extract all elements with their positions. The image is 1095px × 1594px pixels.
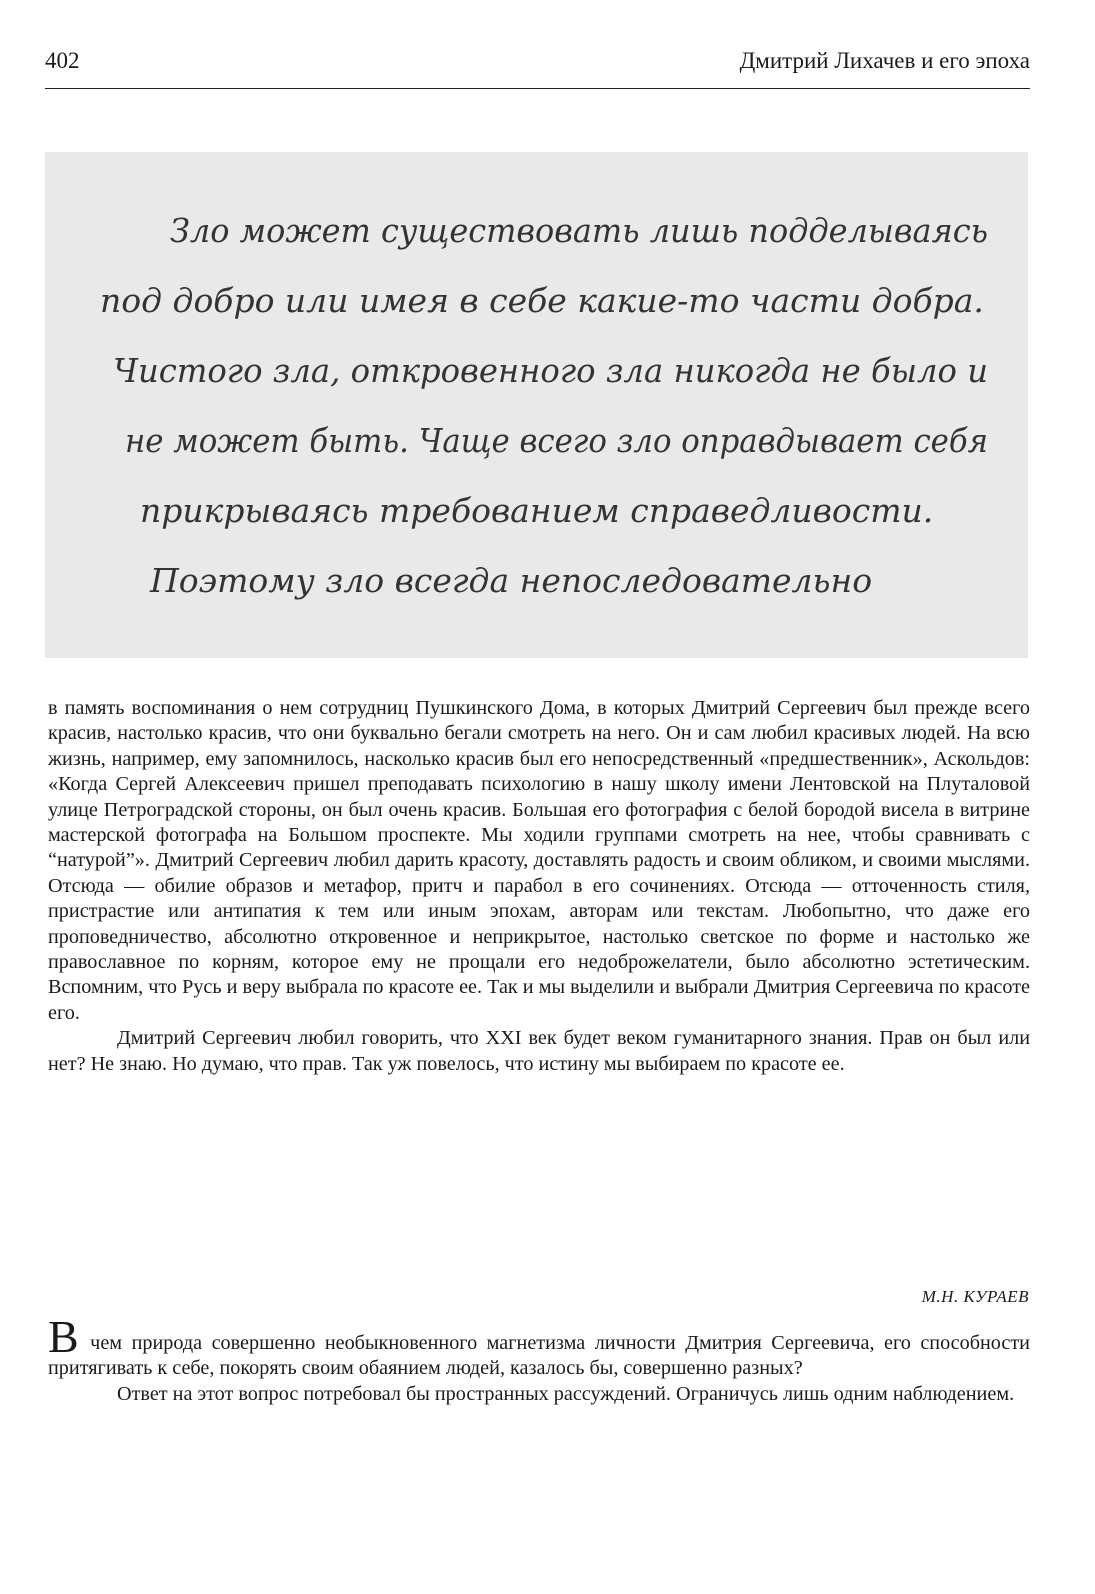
paragraph-with-drop-cap xyxy=(48,1311,1030,1382)
page-header xyxy=(45,48,1030,89)
manuscript-line: не может быть. Чаще всего зло оправдывает себя xyxy=(125,421,988,460)
manuscript-line: Чистого зла, откровенного зла никогда не было и xyxy=(113,351,988,390)
paragraph: Ответ на этот вопрос потребовал бы пространных рассуждений. Ограничусь лишь одним наблюдением. xyxy=(117,1382,1015,1405)
author-signature: М.Н. КУРАЕВ xyxy=(921,1287,1029,1306)
paragraph: Дмитрий Сергеевич любил говорить, что XXI век будет веком гуманитарного знания. Прав он был или нет? Не знаю. Но думаю, что прав. Так уж повелось, что истину мы выбираем по красоте ее. xyxy=(48,1027,1030,1075)
drop-cap: В xyxy=(48,1311,79,1362)
manuscript-line: под добро или имея в себе какие-то части добра. xyxy=(100,281,984,320)
article-body xyxy=(48,696,1030,1077)
article-body-second xyxy=(48,1311,1030,1407)
running-title: Дмитрий Лихачев и его эпоха xyxy=(739,48,1030,73)
manuscript-line: Поэтому зло всегда непоследовательно xyxy=(150,561,873,600)
paragraph-text: чем природа совершенно необыкновенного магнетизма личности Дмитрия Сергеевича, его способности притягивать к себе, покорять своим обаянием людей, казалось бы, совершенно разных? xyxy=(48,1332,1030,1380)
page-number: 402 xyxy=(45,48,80,73)
manuscript-line: прикрываясь требованием справедливости. xyxy=(140,491,934,530)
manuscript-line: Зло может существовать лишь подделываясь xyxy=(170,211,988,250)
handwritten-manuscript-image xyxy=(45,152,1028,658)
paragraph: в память воспоминания о нем сотрудниц Пушкинского Дома, в которых Дмитрий Сергеевич был прежде всего красив, настолько красив, что они буквально бегали смотреть на него. Он и сам любил красивых людей. На всю жизнь, например, ему запомнилось, насколько красив был его непосредственный «предшественник», Аскольдов: «Когда Сергей Алексеевич пришел преподавать психологию в нашу школу имени Лентовской на Плуталовой улице Петроградской стороны, он был очень красив. Большая его фотография с белой бородой висела в витрине мастерской фотографа на Большом проспекте. Мы ходили группами смотреть на нее, чтобы сравнивать с “натурой”». Дмитрий Сергеевич любил дарить красоту, доставлять радость и своим обликом, и своими мыслями. Отсюда — обилие образов и метафор, притч и парабол в его сочинениях. Отсюда — отточенность стиля, пристрастие или антипатия к тем или иным эпохам, авторам или текстам. Любопытно, что даже его проповедничество, абсолютно откровенное и неприкрытое, настолько светское по форме и настолько же православное по корням, которое ему не прощали его недоброжелатели, было абсолютно эстетическим. Вспомним, что Русь и веру выбрала по красоте ее. Так и мы выделили и выбрали Дмитрия Сергеевича по красоте его. xyxy=(48,697,1030,1024)
